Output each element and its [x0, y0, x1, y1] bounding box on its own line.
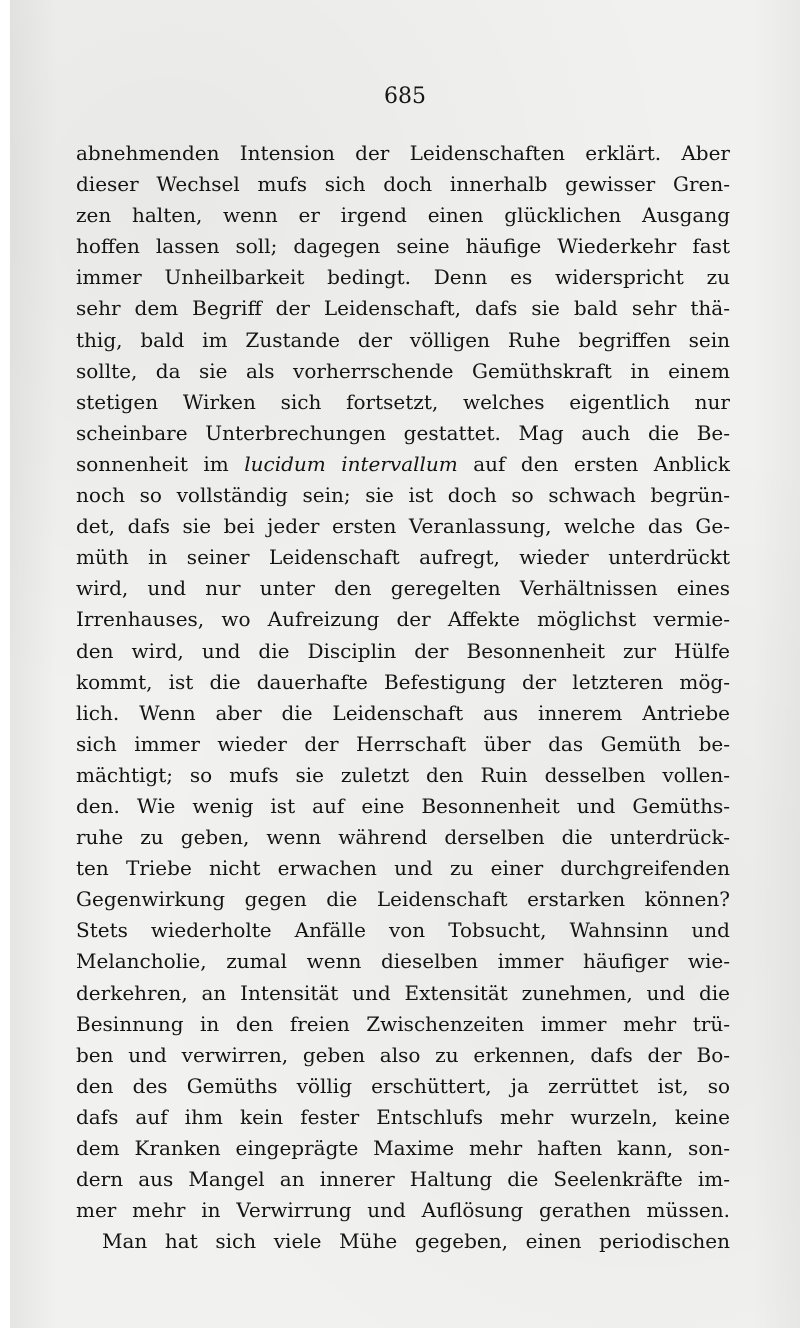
text-line: dafs auf ihm kein fester Entschlufs mehr wurzeln, keine: [76, 1104, 730, 1129]
text-line: Gegenwirkung gegen die Leidenschaft erstarken können?: [76, 887, 730, 912]
text-line: dern aus Mangel an innerer Haltung die Seelenkräfte im-: [76, 1167, 730, 1192]
text-segment: sonnenheit im: [76, 451, 245, 476]
text-line: ten Triebe nicht erwachen und zu einer durchgreifenden: [76, 856, 730, 881]
text-line: sollte, da sie als vorherrschende Gemüthskraft in einem: [76, 358, 730, 383]
text-line-paragraph-start: Man hat sich viele Mühe gegeben, einen periodischen: [102, 1229, 730, 1254]
text-line: sich immer wieder der Herrschaft über das Gemüth be-: [76, 731, 730, 756]
text-line: Irrenhauses, wo Aufreizung der Affekte möglichst vermie-: [76, 607, 730, 632]
text-segment: auf den ersten Anblick: [457, 451, 731, 476]
text-line: sehr dem Begriff der Leidenschaft, dafs sie bald sehr thä-: [76, 296, 730, 321]
text-line: ruhe zu geben, wenn während derselben die unterdrück-: [76, 825, 730, 850]
text-line: lich. Wenn aber die Leidenschaft aus innerem Antriebe: [76, 700, 730, 725]
text-line: hoffen lassen soll; dagegen seine häufige Wiederkehr fast: [76, 234, 730, 259]
text-line-with-italic: [76, 449, 730, 480]
text-line: det, dafs sie bei jeder ersten Veranlassung, welche das Ge-: [76, 514, 730, 539]
text-line: mer mehr in Verwirrung und Auflösung gerathen müssen.: [76, 1198, 730, 1223]
text-line: noch so vollständig sein; sie ist doch so schwach begrün-: [76, 483, 730, 508]
text-line: abnehmenden Intension der Leidenschaften erklärt. Aber: [76, 141, 730, 165]
text-line: den. Wie wenig ist auf eine Besonnenheit und Gemüths-: [76, 793, 730, 818]
text-line: dem Kranken eingeprägte Maxime mehr haften kann, son-: [76, 1136, 730, 1160]
text-line: thig, bald im Zustande der völligen Ruhe begriffen sein: [76, 327, 730, 352]
book-page: [10, 0, 800, 1328]
text-line: scheinbare Unterbrechungen gestattet. Mag auch die Be-: [76, 420, 730, 445]
text-line: immer Unheilbarkeit bedingt. Denn es widerspricht zu: [76, 265, 730, 290]
text-line: müth in seiner Leidenschaft aufregt, wieder unterdrückt: [76, 545, 730, 570]
text-line: ben und verwirren, geben also zu erkennen, dafs der Bo-: [76, 1042, 730, 1067]
text-line: dieser Wechsel mufs sich doch innerhalb gewisser Gren-: [76, 172, 730, 197]
text-line: den wird, und die Disciplin der Besonnenheit zur Hülfe: [76, 638, 730, 663]
text-line: mächtigt; so mufs sie zuletzt den Ruin desselben vollen-: [76, 762, 730, 787]
text-line: Melancholie, zumal wenn dieselben immer häufiger wie-: [76, 949, 730, 974]
page-text: [76, 138, 730, 1257]
text-line: zen halten, wenn er irgend einen glücklichen Ausgang: [76, 203, 730, 228]
text-line: stetigen Wirken sich fortsetzt, welches eigentlich nur: [76, 389, 730, 414]
text-line: Stets wiederholte Anfälle von Tobsucht, Wahnsinn und: [76, 918, 730, 943]
page-number: 685: [384, 84, 426, 109]
text-line: derkehren, an Intensität und Extensität zunehmen, und die: [76, 980, 730, 1005]
italic-phrase: lucidum intervallum: [244, 451, 458, 476]
text-line: den des Gemüths völlig erschüttert, ja zerrüttet ist, so: [76, 1073, 730, 1098]
text-line: Besinnung in den freien Zwischenzeiten immer mehr trü-: [76, 1011, 730, 1036]
text-line: wird, und nur unter den geregelten Verhältnissen eines: [76, 576, 730, 601]
text-line: kommt, ist die dauerhafte Befestigung der letzteren mög-: [76, 669, 730, 694]
